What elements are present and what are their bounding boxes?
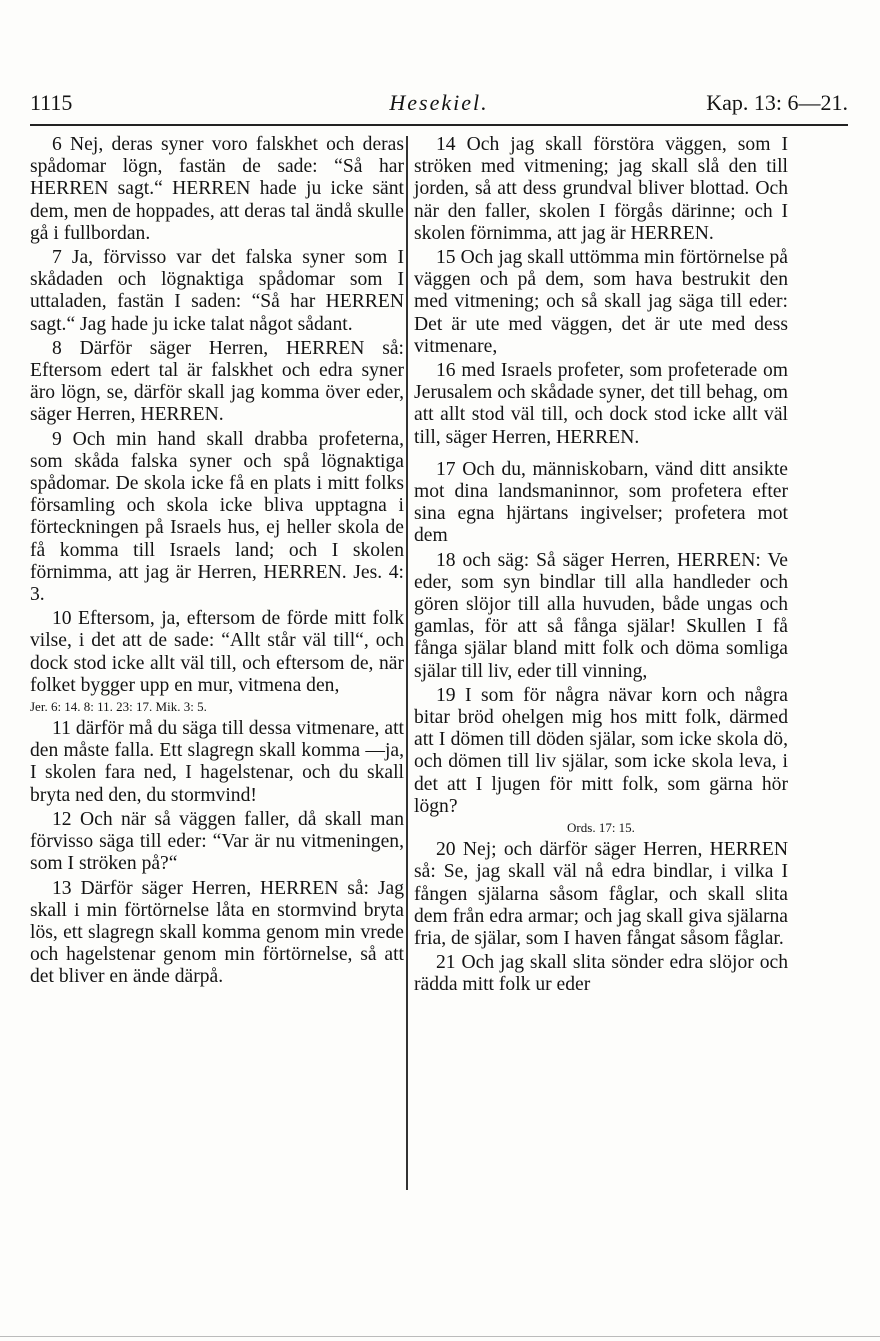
page-number: 1115 <box>30 90 73 115</box>
page-header <box>30 84 848 124</box>
left-column <box>30 134 404 989</box>
verse-15: 15 Och jag skall uttömma min förtörnelse på väggen och på dem, som hava bestrukit den med vitmening; och så skall jag säga till eder: Det är ute med väggen, det är ute med dess vitmenare, <box>414 247 788 357</box>
book-title: Hesekiel. <box>389 90 489 115</box>
verse-13: 13 Därför säger Herren, HERREN så: Jag skall i min förtörnelse låta en stormvind bryta lös, ett slagregn skall komma genom min vrede och hagelstenar genom min förtörnelse, så att det bliver en ände därpå. <box>30 877 404 988</box>
verse-14: 14 Och jag skall förstöra väggen, som I ströken med vitmening; jag skall slå den till jorden, så att dess grundval bliver blottad. Och när den faller, skolen I förgås därinne; och I skolen förnimma, att jag är HERREN. <box>414 134 788 244</box>
verse-16: 16 med Israels profeter, som profeterade om Jerusalem och skådade syner, det till behag, om att allt stod väl till, och dock stod icke allt väl till, säger Herren, HERREN. <box>414 360 788 448</box>
right-column <box>414 134 788 997</box>
cross-reference: Ords. 17: 15. <box>567 820 635 836</box>
verse-10: 10 Eftersom, ja, eftersom de förde mitt folk vilse, i det att de sade: “Allt står väl till“, och dock stod icke allt väl till, och eftersom de, när folket bygger upp en mur, vitmena den, <box>30 608 404 696</box>
verse-12: 12 Och när så väggen faller, då skall man förvisso säga till eder: “Var är nu vitmeningen, som I ströken på?“ <box>30 808 404 875</box>
cross-reference: Jer. 6: 14. 8: 11. 23: 17. Mik. 3: 5. <box>30 699 207 715</box>
verse-21: 21 Och jag skall slita sönder edra slöjor och rädda mitt folk ur eder <box>414 952 788 996</box>
column-divider <box>406 136 408 1190</box>
verse-6: 6 Nej, deras syner voro falskhet och deras spådomar lögn, fastän de sade: “Så har HERREN sagt.“ HERREN hade ju icke sänt dem, men de hoppades, att deras tal ändå skulle gå i fullbordan. <box>30 134 404 244</box>
verse-9: 9 Och min hand skall drabba profeterna, som skåda falska syner och spå lögnaktiga spådomar. De skola icke få en plats i mitt folks församling och skola icke bliva upptagna i förteckningen på Israels hus, ej heller skola de få komma till Israels land; och I skolen förnimma, att jag är Herren, HERREN. Jes. 4: 3. <box>30 428 404 606</box>
verse-18: 18 och säg: Så säger Herren, HERREN: Ve eder, som syn bindlar till alla handleder och gören slöjor till alla huvuden, både ungas och gamlas, för att så fånga själar! Skullen I få fånga själar bland mitt folk och döma somliga själar till liv, eder till vinning, <box>414 549 788 682</box>
page-edge <box>0 1336 880 1337</box>
verse-19: 19 I som för några nävar korn och några bitar bröd ohelgen mig hos mitt folk, därmed att I dömen till döden själar, som icke skola dö, och dömen till liv själar, som icke skola leva, i det att I ljugen för mitt folk, som gärna hör lögn? <box>414 684 788 817</box>
verse-11: 11 därför må du säga till dessa vitmenare, att den måste falla. Ett slagregn skall komma —ja, I skolen fara ned, I hagelstenar, och du skall bryta ned den, du stormvind! <box>30 718 404 806</box>
chapter-reference: Kap. 13: 6—21. <box>706 90 848 115</box>
verse-8: 8 Därför säger Herren, HERREN så: Eftersom edert tal är falskhet och edra syner äro lögn, se, därför skall jag komma över eder, säger Herren, HERREN. <box>30 337 404 426</box>
header-rule <box>30 124 848 126</box>
verse-17: 17 Och du, människobarn, vänd ditt ansikte mot dina landsmaninnor, som profetera efter sina egna hjärtans ingivelser; profetera mot dem <box>414 458 788 547</box>
verse-20: 20 Nej; och därför säger Herren, HERREN så: Se, jag skall väl nå edra bindlar, i vilka I fången själarna såsom fåglar, och skall slita dem från edra armar; och jag skall giva själarna fria, de själar, som I haven fångat såsom fåglar. <box>414 839 788 949</box>
verse-7: 7 Ja, förvisso var det falska syner som I skådaden och lögnaktiga spådomar som I uttaladen, fastän I saden: “Så har HERREN sagt.“ Jag hade ju icke talat något sådant. <box>30 247 404 335</box>
